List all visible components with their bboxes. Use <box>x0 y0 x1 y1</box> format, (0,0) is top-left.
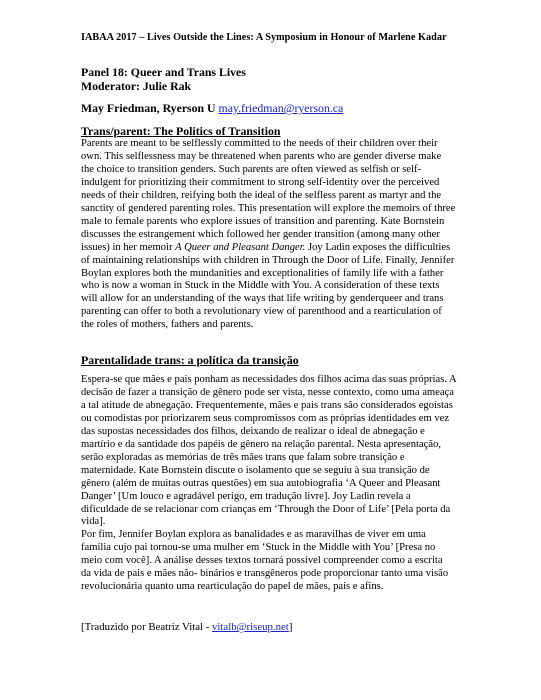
text-line: dificuldade de se relacionar com crianças em ‘Through the Door of Life’ [Pela porta da <box>81 503 451 515</box>
text-line: a tal atitude de abnegação. Frequentemente, mães e pais trans são considerados egoístas <box>81 399 453 411</box>
text-line <box>81 242 481 255</box>
text-line: discusses the estrangement which followed her gender transition (among many other <box>81 228 440 240</box>
text-line: revolucionária quanto uma rearticulação do papel de mães, pais e afins. <box>81 581 384 593</box>
text-line: vida]. <box>81 516 106 528</box>
text-fragment: Joy Ladin exposes the difficulties <box>305 241 451 253</box>
text-line: needs of their children, reifying both the ideal of the selfless parent as martyr and the <box>81 189 442 201</box>
panel-info <box>81 65 246 93</box>
text-line: das supostas necessidades dos filhos, deixando de realizar o ideal de abnegação e <box>81 425 425 437</box>
text-line: indulgent for prioritizing their commitment to strong self-identity over the perceived <box>81 176 440 188</box>
text-line: meio com você]. A análise desses textos tornará possível compreender como a escrita <box>81 555 443 567</box>
text-line: the choice to transition genders. Such parents are often viewed as selfish or self- <box>81 163 422 175</box>
text-line: Boylan explores both the mundanities and exceptionalities of family life with a father <box>81 267 444 279</box>
portuguese-abstract <box>81 374 481 594</box>
text-line: Danger’ [Um louco e agradável perigo, em tradução livre]. Joy Ladin revela a <box>81 490 411 502</box>
author-name: May Friedman, Ryerson U <box>81 101 216 115</box>
text-line: who is now a woman in Stuck in the Middle with You. A consideration of these texts <box>81 280 440 292</box>
text-fragment: issues) in her memoir <box>81 241 176 253</box>
text-line: Espera-se que mães e pais ponham as necessidades dos filhos acima das suas próprias. A <box>81 374 457 385</box>
text-line: will allow for an understanding of the ways that life writing by genderqueer and trans <box>81 293 444 305</box>
translator-email-link[interactable]: vitalb@riseup.net <box>212 621 289 633</box>
text-line: decisão de fazer a transição de gênero pode ser vista, nesse contexto, como uma ameaça <box>81 386 454 398</box>
panel-title: Panel 18: Queer and Trans Lives <box>81 65 246 79</box>
memoir-title: A Queer and Pleasant Danger. <box>175 241 306 253</box>
english-abstract <box>81 138 481 332</box>
english-section-title: Trans/parent: The Politics of Transition <box>81 124 281 138</box>
text-line: own. This selflessness may be threatened when parents who are gender diverse make <box>81 150 442 162</box>
author-line <box>81 101 343 115</box>
text-line: Parents are meant to be selflessly committed to the needs of their children over their <box>81 138 438 149</box>
credit-suffix: ] <box>288 621 293 633</box>
text-line: família cujo pai tornou-se uma mulher em ‘Stuck in the Middle with You’ [Presa no <box>81 542 436 554</box>
text-line: martírio e da santidade dos papéis de gênero na relação parental. Nesta apresentação, <box>81 438 442 450</box>
panel-moderator: Moderator: Julie Rak <box>81 79 192 93</box>
text-line: serão exploradas as memórias de três mães trans que falam sobre transição e <box>81 451 405 463</box>
page-header: IABAA 2017 – Lives Outside the Lines: A Symposium in Honour of Marlene Kadar <box>81 32 447 43</box>
text-line: Por fim, Jennifer Boylan explora as banalidades e as maravilhas de viver em uma <box>81 529 426 541</box>
text-line: parenting can offer to both a revolutionary view of parenthood and a rearticulation of <box>81 306 442 318</box>
text-line: the roles of mothers, fathers and parents. <box>81 319 254 331</box>
text-line: male to female parents who explore issues of transition and parenting. Kate Bornstein <box>81 215 445 227</box>
text-line: gênero (além de muitas outras questões) em sua autobiografia ‘A Queer and Pleasant <box>81 477 441 489</box>
text-line: of maintaining relationships with children in Through the Door of Life. Finally, Jennifer <box>81 254 455 266</box>
text-line: maternidade. Kate Bornstein discute o isolamento que se seguiu à sua transição de <box>81 464 430 476</box>
text-line: da vida de pais e mães não- binários e transgêneros pode proporcionar tanto uma visão <box>81 568 449 580</box>
text-line: sanctity of gendered parenting roles. This presentation will explore the memoirs of three <box>81 202 456 214</box>
text-line: ou comodistas por priorizarem seus compromissos com as próprias identidades em vez <box>81 412 450 424</box>
translation-credit <box>81 621 292 634</box>
author-email-link[interactable]: may.friedman@ryerson.ca <box>218 101 344 115</box>
portuguese-section-title: Parentalidade trans: a política da transição <box>81 353 299 367</box>
credit-prefix: [Traduzido por Beatriz Vital - <box>81 621 212 633</box>
